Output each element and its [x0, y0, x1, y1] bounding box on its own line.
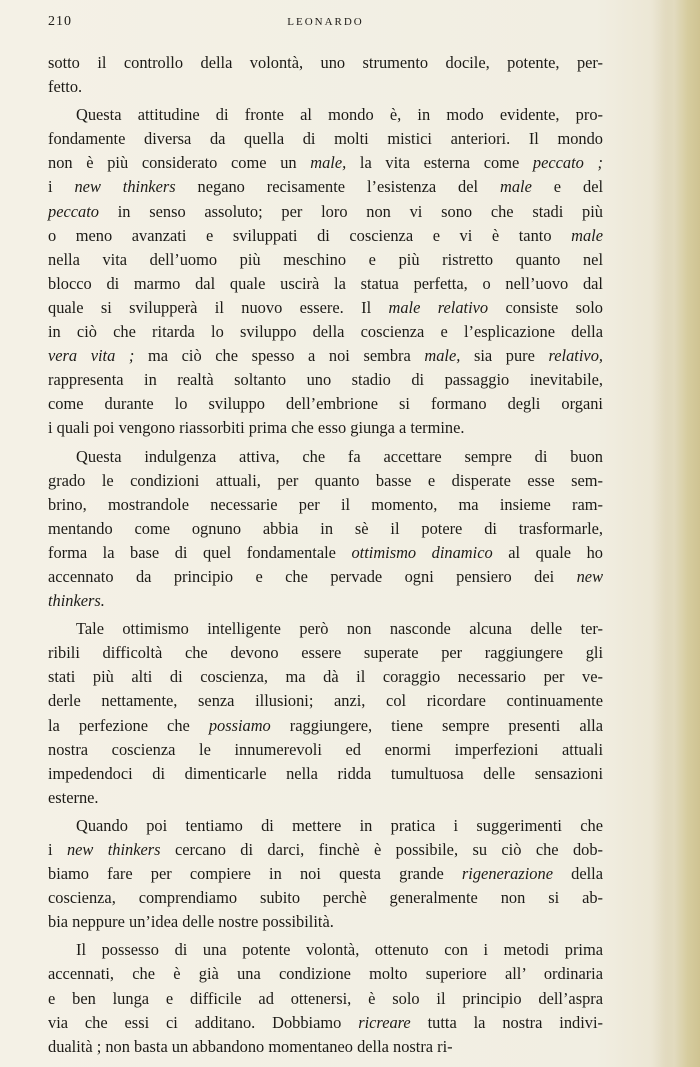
paragraph	[48, 103, 603, 440]
text-line	[48, 200, 603, 224]
text-run: consiste solo	[488, 297, 603, 317]
text-run: mentando come ognuno abbia in sè il potere di trasformarle,	[48, 518, 603, 538]
text-run: negano recisamente l’esistenza del	[175, 177, 501, 197]
page-header	[48, 14, 603, 36]
text-run: ma ciò che spesso a noi sembra	[134, 346, 425, 366]
text-run: raggiungere, tiene sempre presenti alla	[270, 715, 603, 735]
paragraph	[48, 51, 603, 99]
text-line	[48, 962, 603, 986]
italic-text: ottimismo dinamico	[351, 542, 493, 562]
text-line	[48, 910, 603, 934]
text-line	[48, 320, 603, 344]
text-line	[48, 838, 603, 862]
text-run: impedendoci di dimenticarle nella ridda tumultuosa delle sensazioni	[48, 763, 603, 783]
text-run: in senso assoluto; per loro non vi sono che stadi più	[98, 201, 603, 221]
text-run: e del	[531, 177, 604, 197]
text-line	[48, 987, 603, 1011]
text-run: e ben lunga e difficile ad ottenersi, è solo il principio dell’aspra	[48, 988, 603, 1008]
text-line	[48, 541, 603, 565]
text-run: come durante lo sviluppo dell’embrione si formano degli organi	[48, 394, 603, 414]
italic-text: peccato	[48, 201, 99, 221]
text-run: al quale ho	[492, 542, 603, 562]
text-run: in ciò che ritarda lo sviluppo della coscienza e l’esplicazione della	[48, 322, 603, 342]
text-line	[48, 862, 603, 886]
italic-text: vera vita ;	[48, 346, 135, 366]
paragraph	[48, 814, 603, 934]
text-run: non è più considerato come un	[48, 153, 311, 173]
text-run: forma la base di quel fondamentale	[48, 542, 352, 562]
text-line	[48, 151, 603, 175]
italic-text: new thinkers	[74, 177, 176, 197]
italic-text: thinkers.	[48, 591, 105, 611]
text-line	[48, 1011, 603, 1035]
italic-text: possiamo	[208, 715, 271, 735]
text-line	[48, 641, 603, 665]
text-run: grado le condizioni attuali, per quanto basse e disperate esse sem-	[48, 470, 603, 490]
text-run: blocco di marmo dal quale uscirà la statua perfetta, o nell’uovo dal	[48, 273, 603, 293]
text-run: coscienza, comprendiamo subito perchè generalmente non si ab-	[48, 888, 603, 908]
page-number: 210	[48, 14, 72, 29]
text-run: accennato da principio e che pervade ogni pensiero dei	[48, 566, 577, 586]
text-run: Questa attitudine di fronte al mondo è, in modo evidente, pro-	[76, 105, 603, 125]
text-line	[48, 344, 603, 368]
text-run: sia pure	[460, 346, 549, 366]
text-run: o meno avanzati e sviluppati di coscienza e vi è tanto	[48, 225, 572, 245]
text-line	[48, 175, 603, 199]
text-run: brino, mostrandole necessarie per il momento, ma insieme ram-	[48, 494, 603, 514]
running-title: LEONARDO	[287, 16, 364, 28]
italic-text: ricreare	[358, 1012, 411, 1032]
text-line	[48, 445, 603, 469]
italic-text: new	[576, 566, 603, 586]
text-line	[48, 51, 603, 75]
text-run: Quando poi tentiamo di mettere in pratica i suggerimenti che	[76, 815, 603, 835]
text-run: tutta la nostra indivi-	[410, 1012, 603, 1032]
text-run: quale si svilupperà il nuovo essere. Il	[48, 297, 389, 317]
text-line	[48, 272, 603, 296]
italic-text: new thinkers	[66, 840, 161, 859]
text-run: biamo fare per compiere in noi questa grande	[48, 864, 462, 884]
italic-text: male	[500, 177, 532, 197]
italic-text: male,	[424, 346, 461, 366]
text-run: nostra coscienza le innumerevoli ed enormi imperfezioni attuali	[48, 739, 603, 759]
text-run: cercano di darci, finchè è possibile, su ciò che dob-	[160, 840, 604, 859]
text-run: i quali poi vengono riassorbiti prima che esso giunga a termine.	[48, 418, 465, 438]
text-run: ribili difficoltà che devono essere superate per raggiungere gli	[48, 643, 603, 663]
text-line	[48, 392, 603, 416]
text-line	[48, 714, 603, 738]
text-line	[48, 886, 603, 910]
text-line	[48, 1035, 603, 1059]
text-line	[48, 665, 603, 689]
text-run: fondamente diversa da quella di molti mistici anteriori. Il mondo	[48, 129, 603, 149]
text-run: accennati, che è già una condizione molto superiore all’ ordinaria	[48, 964, 603, 984]
text-run: sotto il controllo della volontà, uno strumento docile, potente, per-	[48, 53, 603, 72]
text-line	[48, 762, 603, 786]
italic-text: peccato ;	[532, 153, 603, 173]
text-run: fetto.	[48, 77, 83, 97]
italic-text: rigenerazione	[461, 864, 553, 884]
text-run: nella vita dell’uomo più meschino e più ristretto quanto nel	[48, 249, 603, 269]
text-line	[48, 589, 603, 613]
page-body-text	[48, 51, 603, 1059]
page-gutter-shadow	[660, 0, 700, 1067]
text-line	[48, 565, 603, 589]
text-line	[48, 103, 603, 127]
text-run: i	[48, 840, 67, 859]
text-run: esterne.	[48, 787, 99, 807]
text-line	[48, 786, 603, 810]
text-line	[48, 368, 603, 392]
italic-text: relativo,	[548, 346, 603, 366]
text-run: Questa indulgenza attiva, che fa accettare sempre di buon	[76, 446, 603, 466]
text-run: i	[48, 177, 75, 197]
italic-text: male	[571, 225, 603, 245]
paragraph	[48, 938, 603, 1058]
text-run: stati più alti di coscienza, ma dà il coraggio necessario per ve-	[48, 667, 603, 687]
italic-text: male,	[310, 153, 347, 173]
text-line	[48, 469, 603, 493]
text-line	[48, 689, 603, 713]
text-run: via che essi ci additano. Dobbiamo	[48, 1012, 359, 1032]
text-run: bia neppure un’idea delle nostre possibilità.	[48, 912, 334, 932]
italic-text: male relativo	[388, 297, 489, 317]
text-run: rappresenta in realtà soltanto uno stadio di passaggio inevitabile,	[48, 370, 603, 390]
text-line	[48, 814, 603, 838]
paragraph	[48, 617, 603, 810]
text-line	[48, 127, 603, 151]
text-line	[48, 416, 603, 440]
text-line	[48, 617, 603, 641]
text-run: Il possesso di una potente volontà, ottenuto con i metodi prima	[76, 940, 603, 960]
text-line	[48, 517, 603, 541]
text-run: derle nettamente, senza illusioni; anzi, col ricordare continuamente	[48, 691, 603, 711]
text-line	[48, 296, 603, 320]
text-line	[48, 938, 603, 962]
text-line	[48, 75, 603, 99]
text-run: la perfezione che	[48, 715, 209, 735]
text-run: della	[552, 864, 603, 884]
text-run: Tale ottimismo intelligente però non nasconde alcuna delle ter-	[76, 619, 603, 639]
text-run: la vita esterna come	[346, 153, 533, 173]
text-line	[48, 224, 603, 248]
text-run: dualità ; non basta un abbandono momentaneo della nostra ri-	[48, 1036, 453, 1056]
text-line	[48, 493, 603, 517]
paragraph	[48, 445, 603, 614]
text-line	[48, 248, 603, 272]
text-line	[48, 738, 603, 762]
